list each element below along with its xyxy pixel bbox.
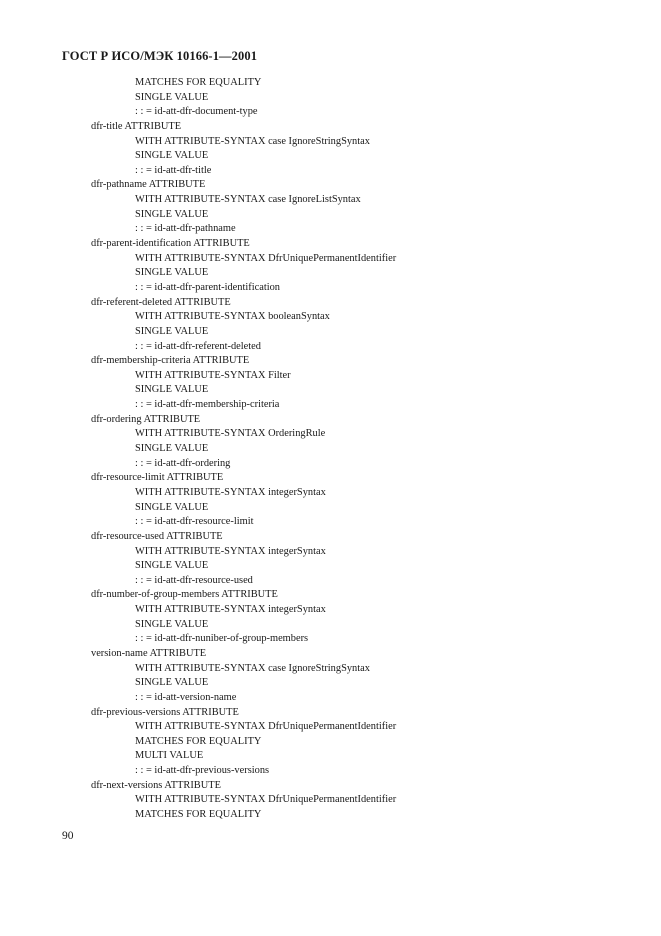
attribute-clause-line: MATCHES FOR EQUALITY — [135, 809, 262, 821]
attribute-clause-line: MATCHES FOR EQUALITY — [135, 77, 262, 88]
attribute-clause-line: WITH ATTRIBUTE-SYNTAX DfrUniquePermanentIdentifier — [135, 794, 397, 806]
attribute-clause-line: : : = id-att-dfr-parent-identification — [135, 281, 281, 293]
attribute-clause-line: SINGLE VALUE — [135, 150, 209, 162]
attribute-clause-line: WITH ATTRIBUTE-SYNTAX case IgnoreStringSyntax — [135, 135, 370, 147]
attribute-clause-line: SINGLE VALUE — [135, 384, 209, 396]
attribute-clause-line: : : = id-att-dfr-pathname — [135, 223, 236, 235]
attribute-clause-line: : : = id-att-version-name — [135, 691, 237, 703]
attribute-clause-line: WITH ATTRIBUTE-SYNTAX case IgnoreListSyntax — [135, 194, 361, 206]
attribute-clause-line: : : = id-att-dfr-document-type — [135, 106, 258, 118]
attribute-clause-line: WITH ATTRIBUTE-SYNTAX Filter — [135, 369, 291, 381]
attribute-definition-line: dfr-membership-criteria ATTRIBUTE — [91, 355, 250, 367]
attribute-definition-line: dfr-resource-used ATTRIBUTE — [91, 530, 223, 542]
attribute-definition-line: dfr-referent-deleted ATTRIBUTE — [91, 296, 231, 308]
attribute-clause-line: : : = id-att-dfr-previous-versions — [135, 765, 270, 777]
attribute-clause-line: MULTI VALUE — [135, 750, 204, 762]
attribute-clause-line: : : = id-att-dfr-title — [135, 164, 212, 176]
attribute-clause-line: WITH ATTRIBUTE-SYNTAX DfrUniquePermanentIdentifier — [135, 252, 397, 264]
attribute-clause-line: SINGLE VALUE — [135, 208, 209, 220]
attribute-clause-line: SINGLE VALUE — [135, 560, 209, 572]
attribute-definition-line: dfr-ordering ATTRIBUTE — [91, 413, 201, 425]
attribute-definition-line: dfr-previous-versions ATTRIBUTE — [91, 706, 239, 718]
attribute-definition-line: dfr-parent-identification ATTRIBUTE — [91, 238, 250, 250]
attribute-definition-line: dfr-pathname ATTRIBUTE — [91, 179, 206, 191]
attribute-clause-line: SINGLE VALUE — [135, 267, 209, 279]
attribute-clause-line: WITH ATTRIBUTE-SYNTAX DfrUniquePermanentIdentifier — [135, 721, 397, 733]
attribute-clause-line: : : = id-att-dfr-ordering — [135, 457, 231, 469]
attribute-clause-line: WITH ATTRIBUTE-SYNTAX integerSyntax — [135, 486, 326, 498]
attribute-clause-line: MATCHES FOR EQUALITY — [135, 735, 262, 747]
attribute-clause-line: WITH ATTRIBUTE-SYNTAX booleanSyntax — [135, 311, 330, 323]
attribute-clause-line: WITH ATTRIBUTE-SYNTAX integerSyntax — [135, 545, 326, 557]
page-number: 90 — [62, 830, 74, 842]
attribute-definition-line: dfr-next-versions ATTRIBUTE — [91, 779, 221, 791]
attribute-clause-line: WITH ATTRIBUTE-SYNTAX integerSyntax — [135, 604, 326, 616]
attribute-clause-line: WITH ATTRIBUTE-SYNTAX OrderingRule — [135, 428, 326, 440]
attribute-clause-line: WITH ATTRIBUTE-SYNTAX case IgnoreStringSyntax — [135, 662, 370, 674]
attribute-clause-line: : : = id-att-dfr-resource-used — [135, 574, 253, 586]
page-header-title: ГОСТ Р ИСО/МЭК 10166-1—2001 — [62, 49, 258, 63]
attribute-definition-line: dfr-title ATTRIBUTE — [91, 120, 182, 132]
attribute-definition-line: version-name ATTRIBUTE — [91, 647, 207, 659]
attribute-definition-line: dfr-resource-limit ATTRIBUTE — [91, 472, 224, 484]
attribute-clause-line: : : = id-att-dfr-resource-limit — [135, 516, 254, 528]
attribute-clause-line: SINGLE VALUE — [135, 443, 209, 455]
attribute-clause-line: : : = id-att-dfr-referent-deleted — [135, 340, 261, 352]
attribute-clause-line: SINGLE VALUE — [135, 677, 209, 689]
attribute-definition-line: dfr-number-of-group-members ATTRIBUTE — [91, 589, 278, 601]
attribute-clause-line: : : = id-att-dfr-membership-criteria — [135, 399, 280, 411]
attribute-clause-line: SINGLE VALUE — [135, 325, 209, 337]
attribute-clause-line: SINGLE VALUE — [135, 501, 209, 513]
attribute-clause-line: SINGLE VALUE — [135, 618, 209, 630]
attribute-clause-line: SINGLE VALUE — [135, 91, 209, 103]
asn1-definitions-block — [0, 76, 661, 823]
attribute-clause-line: : : = id-att-dfr-nuniber-of-group-members — [135, 633, 309, 645]
